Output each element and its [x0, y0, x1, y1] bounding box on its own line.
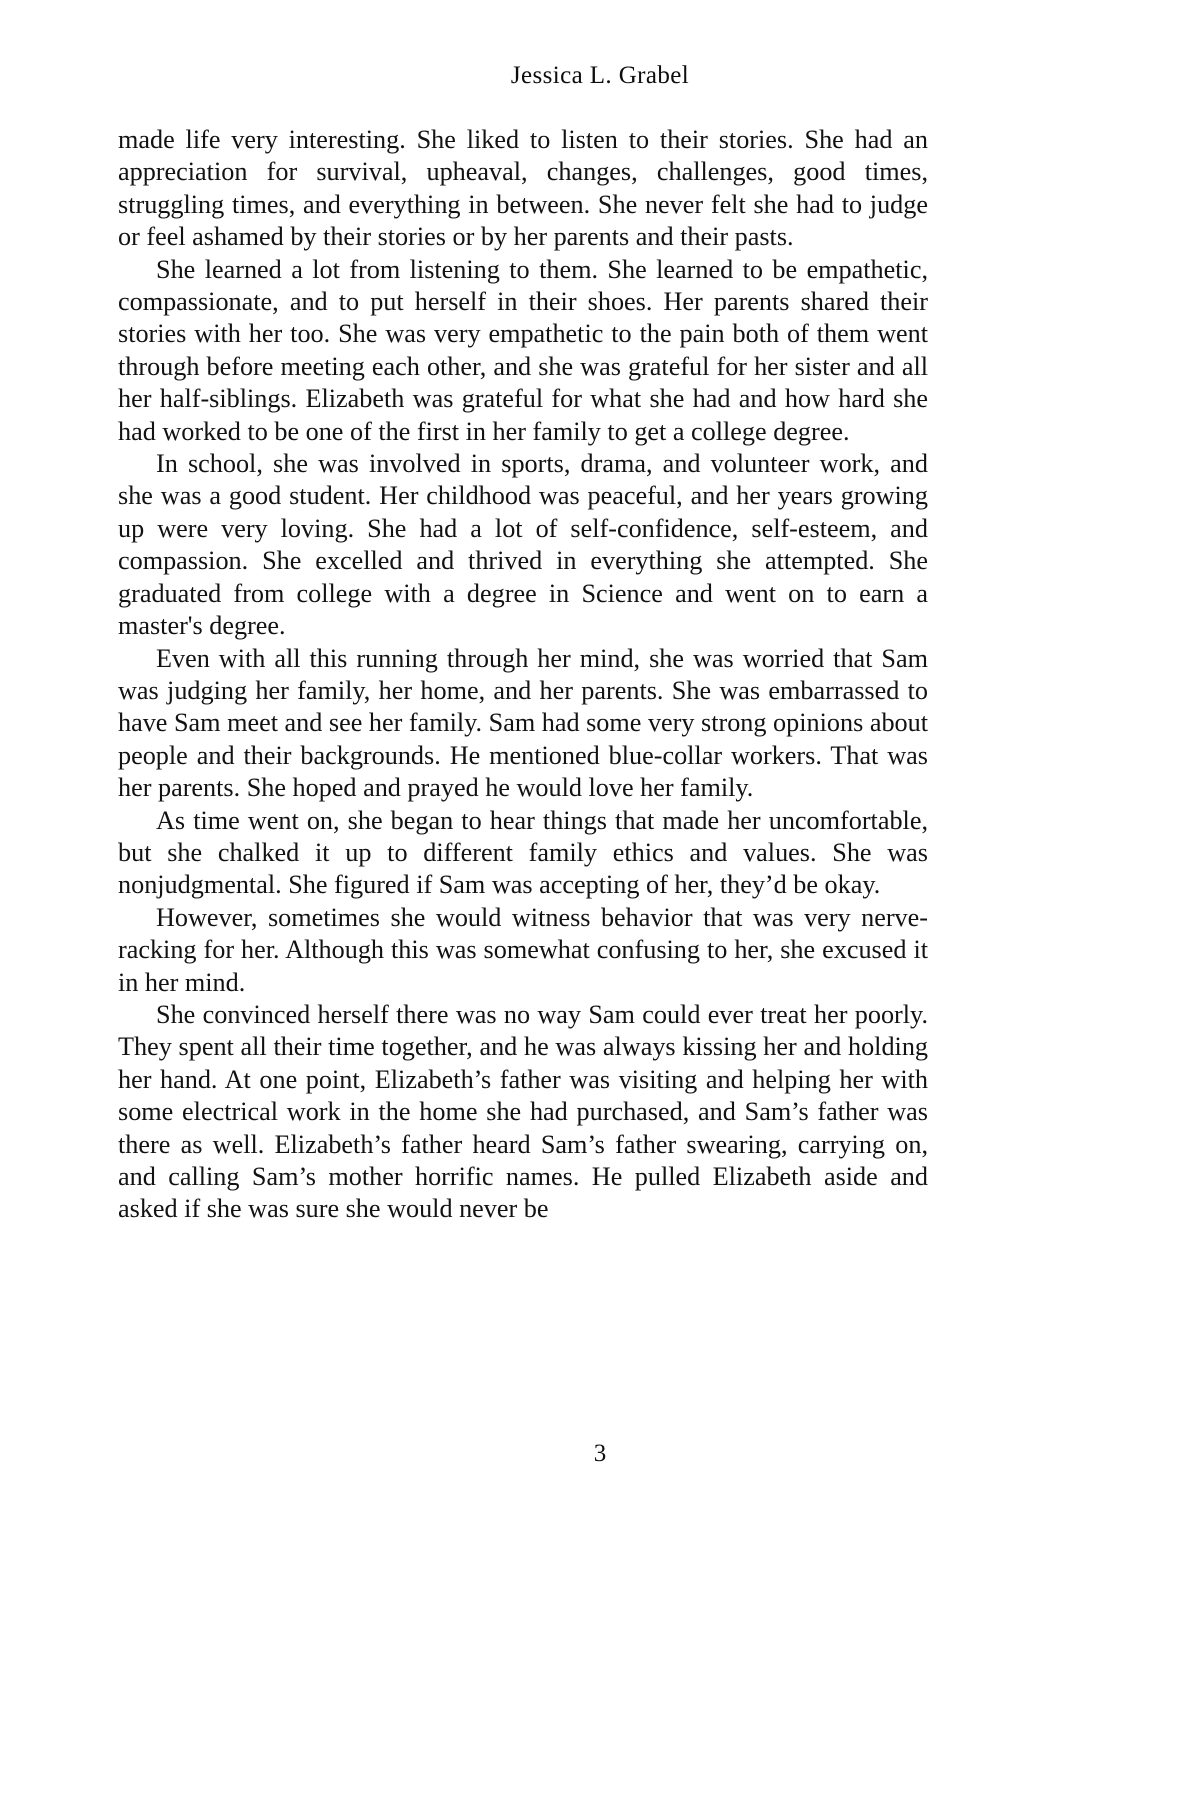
paragraph: However, sometimes she would witness behavior that was very nerve-racking for her. Although this was somewhat confusing to her, she excused it in her mind. [118, 902, 928, 997]
paragraph: She learned a lot from listening to them. She learned to be empathetic, compassionate, and to put herself in their shoes. Her parents shared their stories with her too. She was very empathetic to the pain both of them went through before meeting each other, and she was grateful for her sister and all her half-siblings. Elizabeth was grateful for what she had and how hard she had worked to be one of the first in her family to get a college degree. [118, 254, 928, 446]
running-head: Jessica L. Grabel [510, 62, 690, 89]
paragraph: She convinced herself there was no way Sam could ever treat her poorly. They spent all their time together, and he was always kissing her and holding her hand. At one point, Elizabeth’s father was visiting and helping her with some electrical work in the home she had purchased, and Sam’s father was there as well. Elizabeth’s father heard Sam’s father swearing, carrying on, and calling Sam’s mother horrific names. He pulled Elizabeth aside and asked if she was sure she would never be [118, 999, 928, 1224]
paragraph: made life very interesting. She liked to listen to their stories. She had an appreciation for survival, upheaval, changes, challenges, good times, struggling times, and everything in between. She never felt she had to judge or feel ashamed by their stories or by her parents and their pasts. [118, 125, 928, 252]
page-number: 3 [593, 1440, 607, 1467]
body-text-block [118, 124, 928, 1226]
paragraph: As time went on, she began to hear things that made her uncomfortable, but she chalked it up to different family ethics and values. She was nonjudgmental. She figured if Sam was accepting of her, they’d be okay. [118, 805, 928, 900]
paragraph: Even with all this running through her mind, she was worried that Sam was judging her family, her home, and her parents. She was embarrassed to have Sam meet and see her family. Sam had some very strong opinions about people and their backgrounds. He mentioned blue-collar workers. That was her parents. She hoped and prayed he would love her family. [118, 643, 928, 803]
paragraph: In school, she was involved in sports, drama, and volunteer work, and she was a good student. Her childhood was peaceful, and her years growing up were very loving. She had a lot of self-confidence, self-esteem, and compassion. She excelled and thrived in everything she attempted. She graduated from college with a degree in Science and went on to earn a master's degree. [118, 449, 928, 641]
